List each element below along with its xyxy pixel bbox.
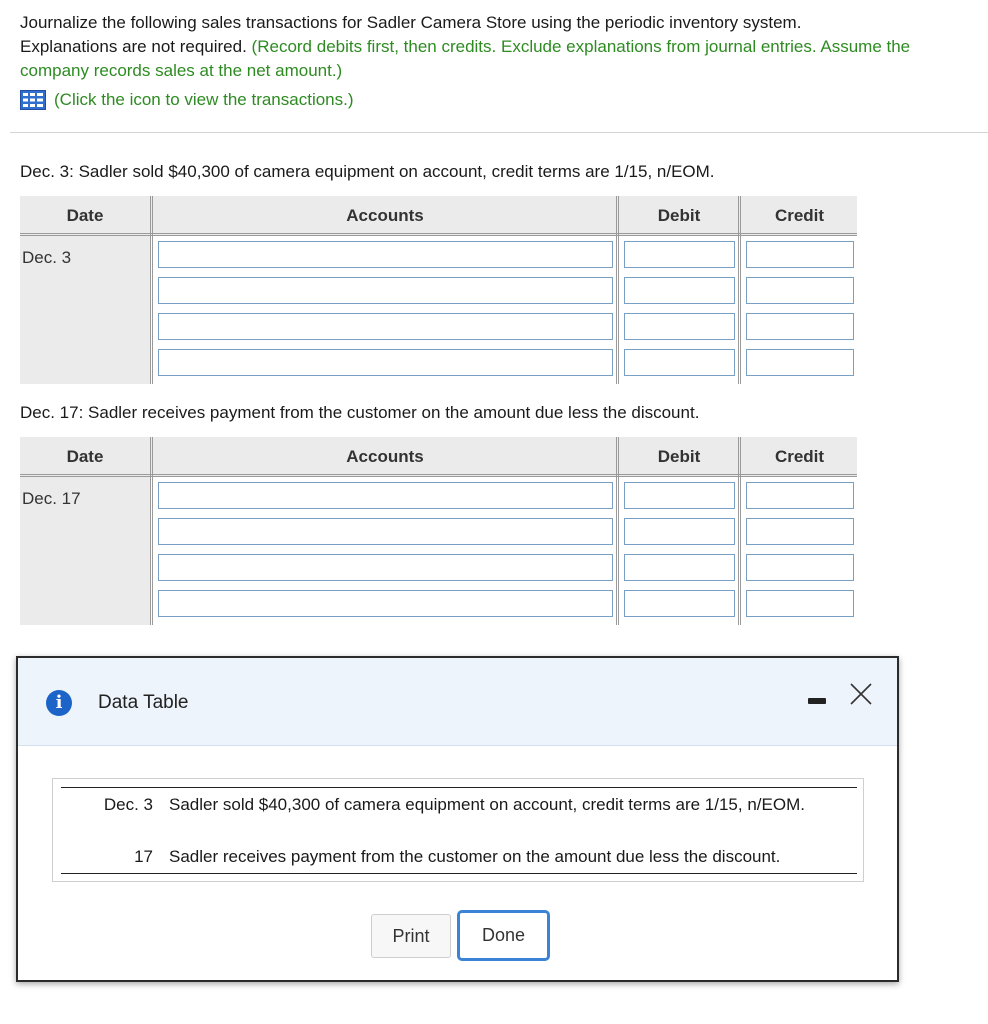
- credit-input[interactable]: [746, 349, 854, 376]
- debit-input[interactable]: [624, 482, 735, 509]
- instructions: [20, 11, 980, 83]
- row-description: Sadler receives payment from the customer on the amount due less the discount.: [169, 847, 781, 866]
- table-grid-icon[interactable]: [20, 90, 46, 110]
- done-button[interactable]: Done: [457, 910, 550, 961]
- table-body: [20, 236, 857, 384]
- account-input[interactable]: [158, 590, 613, 617]
- table-bottom-rule: [61, 873, 857, 874]
- column-divider: [738, 196, 741, 384]
- print-button[interactable]: Print: [371, 914, 451, 958]
- column-divider: [616, 437, 619, 625]
- header-date: Date: [66, 447, 104, 466]
- dialog-title: Data Table: [98, 692, 189, 713]
- debit-input[interactable]: [624, 554, 735, 581]
- table-top-rule: [61, 787, 857, 788]
- table-body: [20, 477, 857, 625]
- account-input[interactable]: [158, 313, 613, 340]
- instructions-hint: (Record debits first, then credits. Exclude explanations from journal entries. Assume the company records sales at the net amount.): [20, 37, 911, 80]
- debit-input[interactable]: [624, 241, 735, 268]
- header-date: Date: [66, 206, 104, 225]
- header-debit: Debit: [657, 447, 701, 466]
- instructions-note: Explanations are not required.: [20, 37, 247, 56]
- entry1-prompt: Dec. 3: Sadler sold $40,300 of camera equipment on account, credit terms are 1/15, n/EOM.: [20, 162, 715, 181]
- entry2-prompt: Dec. 17: Sadler receives payment from the customer on the amount due less the discount.: [20, 403, 700, 422]
- table-row: [61, 793, 857, 841]
- credit-input[interactable]: [746, 518, 854, 545]
- divider: [10, 132, 988, 133]
- column-divider: [616, 196, 619, 384]
- credit-input[interactable]: [746, 277, 854, 304]
- account-input[interactable]: [158, 277, 613, 304]
- column-divider: [150, 437, 153, 625]
- table-row: [61, 845, 857, 869]
- account-input[interactable]: [158, 554, 613, 581]
- header-accounts: Accounts: [346, 206, 424, 225]
- table-header: [20, 196, 857, 236]
- transactions-table: [52, 778, 864, 882]
- instructions-line1: Journalize the following sales transactions for Sadler Camera Store using the periodic inventory system.: [20, 13, 802, 32]
- credit-input[interactable]: [746, 554, 854, 581]
- close-icon[interactable]: [848, 681, 874, 707]
- info-icon: i: [46, 690, 72, 716]
- header-credit: Credit: [774, 206, 825, 225]
- header-credit: Credit: [774, 447, 825, 466]
- credit-input[interactable]: [746, 590, 854, 617]
- data-table-dialog: [16, 656, 899, 982]
- row-description: Sadler sold $40,300 of camera equipment on account, credit terms are 1/15, n/EOM.: [169, 795, 805, 814]
- header-debit: Debit: [657, 206, 701, 225]
- column-divider: [150, 196, 153, 384]
- debit-input[interactable]: [624, 313, 735, 340]
- column-divider: [738, 437, 741, 625]
- journal-table-dec17: [20, 437, 857, 625]
- credit-input[interactable]: [746, 482, 854, 509]
- account-input[interactable]: [158, 482, 613, 509]
- entry-date: Dec. 17: [20, 477, 150, 625]
- row-date: 17: [134, 847, 153, 866]
- account-input[interactable]: [158, 349, 613, 376]
- debit-input[interactable]: [624, 590, 735, 617]
- debit-input[interactable]: [624, 518, 735, 545]
- account-input[interactable]: [158, 518, 613, 545]
- row-date: Dec. 3: [103, 795, 153, 814]
- dialog-header: [18, 658, 897, 746]
- journal-table-dec3: [20, 196, 857, 384]
- view-transactions-link[interactable]: [20, 90, 354, 110]
- header-accounts: Accounts: [346, 447, 424, 466]
- view-transactions-text[interactable]: (Click the icon to view the transactions.): [54, 90, 354, 109]
- table-header: [20, 437, 857, 477]
- minimize-icon[interactable]: [808, 698, 826, 704]
- instructions-line2: [20, 35, 980, 83]
- debit-input[interactable]: [624, 277, 735, 304]
- account-input[interactable]: [158, 241, 613, 268]
- debit-input[interactable]: [624, 349, 735, 376]
- entry-date: Dec. 3: [20, 236, 150, 384]
- credit-input[interactable]: [746, 313, 854, 340]
- credit-input[interactable]: [746, 241, 854, 268]
